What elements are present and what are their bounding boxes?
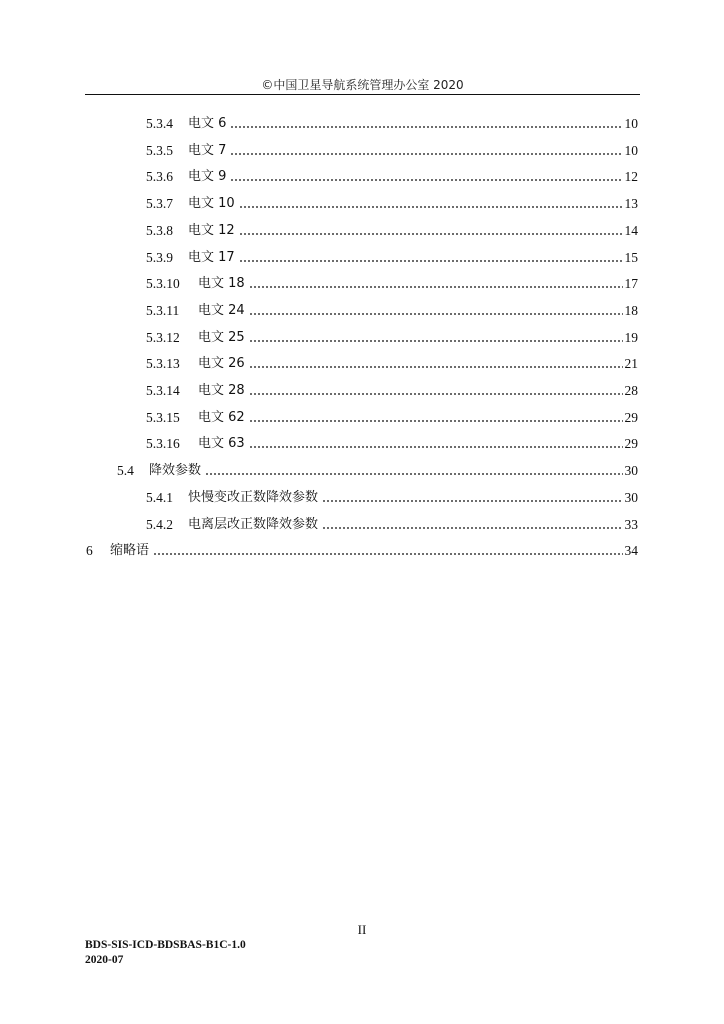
toc-entry[interactable] bbox=[146, 488, 638, 508]
toc-entry-title: 电文 17 bbox=[188, 249, 235, 265]
document-date: 2020-07 bbox=[85, 954, 124, 966]
toc-dot-leader bbox=[249, 328, 623, 348]
toc-entry[interactable] bbox=[146, 141, 638, 161]
page-number: II bbox=[357, 922, 367, 937]
toc-entry-number: 5.3.8 bbox=[146, 222, 173, 238]
toc-entry-title: 电文 10 bbox=[188, 196, 235, 212]
toc-entry-title: 电文 6 bbox=[188, 116, 227, 131]
toc-entry-page: 14 bbox=[624, 222, 638, 238]
toc-entry-title: 电文 12 bbox=[188, 222, 235, 238]
toc-entry-page: 29 bbox=[624, 436, 638, 452]
toc-entry-number: 5.3.7 bbox=[146, 196, 173, 212]
toc-entry-number: 5.4 bbox=[117, 463, 134, 479]
toc-entry-title: 缩略语 bbox=[110, 543, 150, 559]
toc-entry-page: 10 bbox=[624, 142, 638, 158]
toc-dot-leader bbox=[239, 194, 623, 214]
toc-entry-number: 5.3.13 bbox=[146, 356, 180, 372]
toc-dot-leader bbox=[239, 221, 623, 241]
toc-entry-page: 34 bbox=[624, 543, 638, 559]
toc-entry-page: 19 bbox=[624, 329, 638, 345]
toc-entry-number: 5.3.15 bbox=[146, 409, 180, 425]
toc-dot-leader bbox=[322, 515, 622, 535]
toc-entry-page: 12 bbox=[624, 169, 638, 185]
toc-dot-leader bbox=[249, 408, 623, 428]
header-divider bbox=[85, 94, 640, 95]
toc-entry-number: 5.3.10 bbox=[146, 276, 180, 292]
toc-entry-title: 降效参数 bbox=[149, 463, 202, 479]
toc-entry-title: 快慢变改正数降效参数 bbox=[188, 489, 319, 505]
toc-entry-page: 29 bbox=[624, 409, 638, 425]
header-title: ©中国卫星导航系统管理办公室 2020 bbox=[261, 78, 464, 92]
document-identifier bbox=[85, 938, 246, 968]
toc-entry[interactable] bbox=[146, 194, 638, 214]
toc-entry-title: 电文 26 bbox=[198, 356, 245, 372]
document-code: BDS-SIS-ICD-BDSBAS-B1C-1.0 bbox=[85, 939, 246, 951]
toc-entry-number: 5.3.5 bbox=[146, 142, 173, 158]
toc-entry[interactable] bbox=[86, 541, 638, 561]
toc-dot-leader bbox=[322, 488, 622, 508]
toc-entry-title: 电离层改正数降效参数 bbox=[188, 516, 319, 532]
toc-entry[interactable] bbox=[146, 354, 638, 374]
toc-dot-leader bbox=[249, 434, 623, 454]
toc-dot-leader bbox=[205, 461, 622, 481]
toc-dot-leader bbox=[239, 248, 623, 268]
toc-entry[interactable] bbox=[146, 221, 638, 241]
toc-entry-title: 电文 63 bbox=[198, 436, 245, 452]
toc-entry-number: 5.4.2 bbox=[146, 516, 173, 532]
toc-entry-title: 电文 9 bbox=[188, 169, 227, 185]
toc-entry[interactable] bbox=[146, 301, 638, 321]
toc-entry-page: 13 bbox=[624, 196, 638, 212]
toc-entry[interactable] bbox=[146, 408, 638, 428]
toc-entry[interactable] bbox=[146, 328, 638, 348]
toc-dot-leader bbox=[230, 141, 622, 161]
toc-dot-leader bbox=[249, 354, 623, 374]
toc-entry[interactable] bbox=[146, 248, 638, 268]
toc-entry-number: 5.3.16 bbox=[146, 436, 180, 452]
toc-entry-page: 30 bbox=[624, 489, 638, 505]
toc-entry[interactable] bbox=[146, 114, 638, 134]
toc-dot-leader bbox=[249, 301, 623, 321]
toc-dot-leader bbox=[230, 167, 622, 187]
toc-entry-number: 5.3.4 bbox=[146, 116, 173, 131]
toc-entry-page: 30 bbox=[624, 463, 638, 479]
toc-entry-number: 5.3.14 bbox=[146, 383, 180, 398]
toc-entry-title: 电文 24 bbox=[198, 302, 245, 318]
toc-entry-number: 5.3.11 bbox=[146, 302, 180, 318]
toc-entry[interactable] bbox=[146, 434, 638, 454]
toc-entry[interactable] bbox=[117, 461, 638, 481]
toc-entry-page: 33 bbox=[624, 516, 638, 532]
toc-entry-number: 5.4.1 bbox=[146, 489, 173, 505]
toc-entry-page: 18 bbox=[624, 302, 638, 318]
toc-entry-page: 17 bbox=[624, 276, 638, 292]
toc-entry-title: 电文 25 bbox=[198, 329, 245, 345]
toc-entry-title: 电文 7 bbox=[188, 142, 227, 158]
toc-entry-page: 28 bbox=[624, 383, 638, 398]
toc-entry-page: 15 bbox=[624, 249, 638, 265]
toc-entry-number: 5.3.12 bbox=[146, 329, 180, 345]
toc-entry-page: 21 bbox=[624, 356, 638, 372]
toc-dot-leader bbox=[153, 541, 622, 561]
toc-entry[interactable] bbox=[146, 515, 638, 535]
toc-entry-number: 5.3.6 bbox=[146, 169, 173, 185]
toc-entry-title: 电文 18 bbox=[198, 276, 245, 292]
toc-entry[interactable] bbox=[146, 381, 638, 401]
toc-entry[interactable] bbox=[146, 274, 638, 294]
toc-dot-leader bbox=[249, 274, 623, 294]
toc-entry-number: 6 bbox=[86, 543, 93, 559]
toc-entry-page: 10 bbox=[624, 116, 638, 131]
toc-dot-leader bbox=[230, 114, 622, 134]
toc-entry-number: 5.3.9 bbox=[146, 249, 173, 265]
toc-entry-title: 电文 62 bbox=[198, 409, 245, 425]
toc-dot-leader bbox=[249, 381, 623, 401]
toc-entry-title: 电文 28 bbox=[198, 383, 245, 398]
toc-entry[interactable] bbox=[146, 167, 638, 187]
